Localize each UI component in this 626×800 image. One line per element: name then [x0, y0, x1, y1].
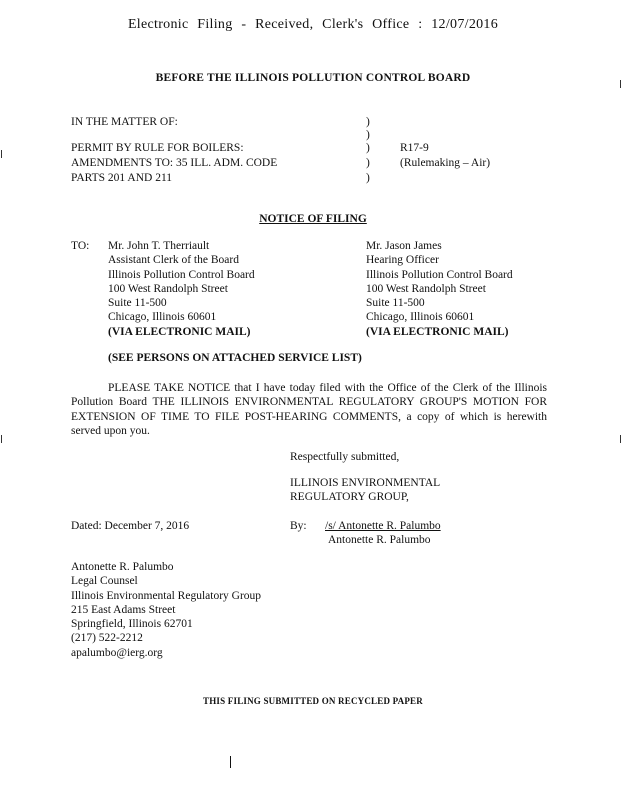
caption-line-5: PARTS 201 AND 211 [71, 172, 173, 184]
filing-stamp-header: Electronic Filing - Received, Clerk's Office : 12/07/2016 [127, 17, 499, 32]
recipient-left-city: Chicago, Illinois 60601 [108, 311, 217, 324]
recipient-left-name: Mr. John T. Therriault [108, 240, 210, 252]
recipient-right-delivery: (VIA ELECTRONIC MAIL) [366, 325, 509, 338]
caption-paren-5: ) [366, 172, 370, 184]
page-mark [230, 756, 231, 768]
dated-line: Dated: December 7, 2016 [71, 520, 190, 532]
caption-paren-1: ) [366, 116, 370, 128]
board-title: BEFORE THE ILLINOIS POLLUTION CONTROL BOARD [155, 72, 471, 84]
counsel-street: 215 East Adams Street [71, 603, 176, 616]
recipient-right-city: Chicago, Illinois 60601 [366, 311, 475, 324]
by-label: By: [290, 520, 307, 532]
recipient-left-street: 100 West Randolph Street [108, 282, 228, 295]
docket-number: R17-9 [400, 142, 429, 154]
recycled-paper-footer: THIS FILING SUBMITTED ON RECYCLED PAPER [203, 696, 423, 706]
signature-name: Antonette R. Palumbo [328, 534, 431, 546]
counsel-title: Legal Counsel [71, 575, 138, 588]
recipient-left-suite: Suite 11-500 [108, 297, 167, 310]
counsel-email: apalumbo@ierg.org [71, 646, 163, 659]
signatory-org-line2: REGULATORY GROUP, [290, 491, 409, 503]
counsel-phone: (217) 522-2212 [71, 632, 143, 645]
to-label: TO: [71, 240, 90, 252]
recipient-left-org: Illinois Pollution Control Board [108, 268, 255, 281]
notice-body-paragraph: PLEASE TAKE NOTICE that I have today filed with the Office of the Clerk of the Illinois Pollution Board THE ILLINOIS ENVIRONMENTAL REGULATORY GROUP'S MOTION FOR EXTENSION OF TIME TO FILE POST-HEARING COMMENTS, a copy of which is herewith served upon you. [71, 382, 547, 437]
recipient-left-title: Assistant Clerk of the Board [108, 254, 239, 267]
closing-text: Respectfully submitted, [290, 451, 400, 463]
caption-paren-4: ) [366, 157, 370, 169]
counsel-contact [71, 560, 261, 660]
service-list-note: (SEE PERSONS ON ATTACHED SERVICE LIST) [108, 352, 362, 364]
docket-type: (Rulemaking – Air) [400, 157, 491, 169]
caption-paren-2: ) [366, 129, 370, 141]
recipient-right-title: Hearing Officer [366, 254, 439, 267]
recipient-left [108, 239, 255, 339]
caption-paren-3: ) [366, 142, 370, 154]
caption-line-4: AMENDMENTS TO: 35 ILL. ADM. CODE [71, 157, 278, 169]
counsel-name: Antonette R. Palumbo [71, 561, 174, 573]
scan-edge-mark [1, 435, 2, 443]
scan-edge-mark [620, 435, 621, 443]
scan-edge-mark [1, 150, 2, 158]
recipient-right-street: 100 West Randolph Street [366, 282, 486, 295]
recipient-right-suite: Suite 11-500 [366, 297, 425, 310]
scan-edge-mark [620, 80, 621, 88]
caption-line-1: IN THE MATTER OF: [71, 116, 178, 128]
counsel-org: Illinois Environmental Regulatory Group [71, 589, 262, 602]
signatory-org-line1: ILLINOIS ENVIRONMENTAL [290, 477, 441, 489]
caption-line-3: PERMIT BY RULE FOR BOILERS: [71, 142, 244, 154]
counsel-city: Springfield, Illinois 62701 [71, 618, 193, 631]
electronic-signature: /s/ Antonette R. Palumbo [325, 520, 441, 532]
notice-of-filing-title: NOTICE OF FILING [259, 213, 367, 225]
recipient-right-name: Mr. Jason James [366, 240, 442, 252]
recipient-right-org: Illinois Pollution Control Board [366, 268, 513, 281]
recipient-right [366, 239, 513, 339]
recipient-left-delivery: (VIA ELECTRONIC MAIL) [108, 325, 251, 338]
